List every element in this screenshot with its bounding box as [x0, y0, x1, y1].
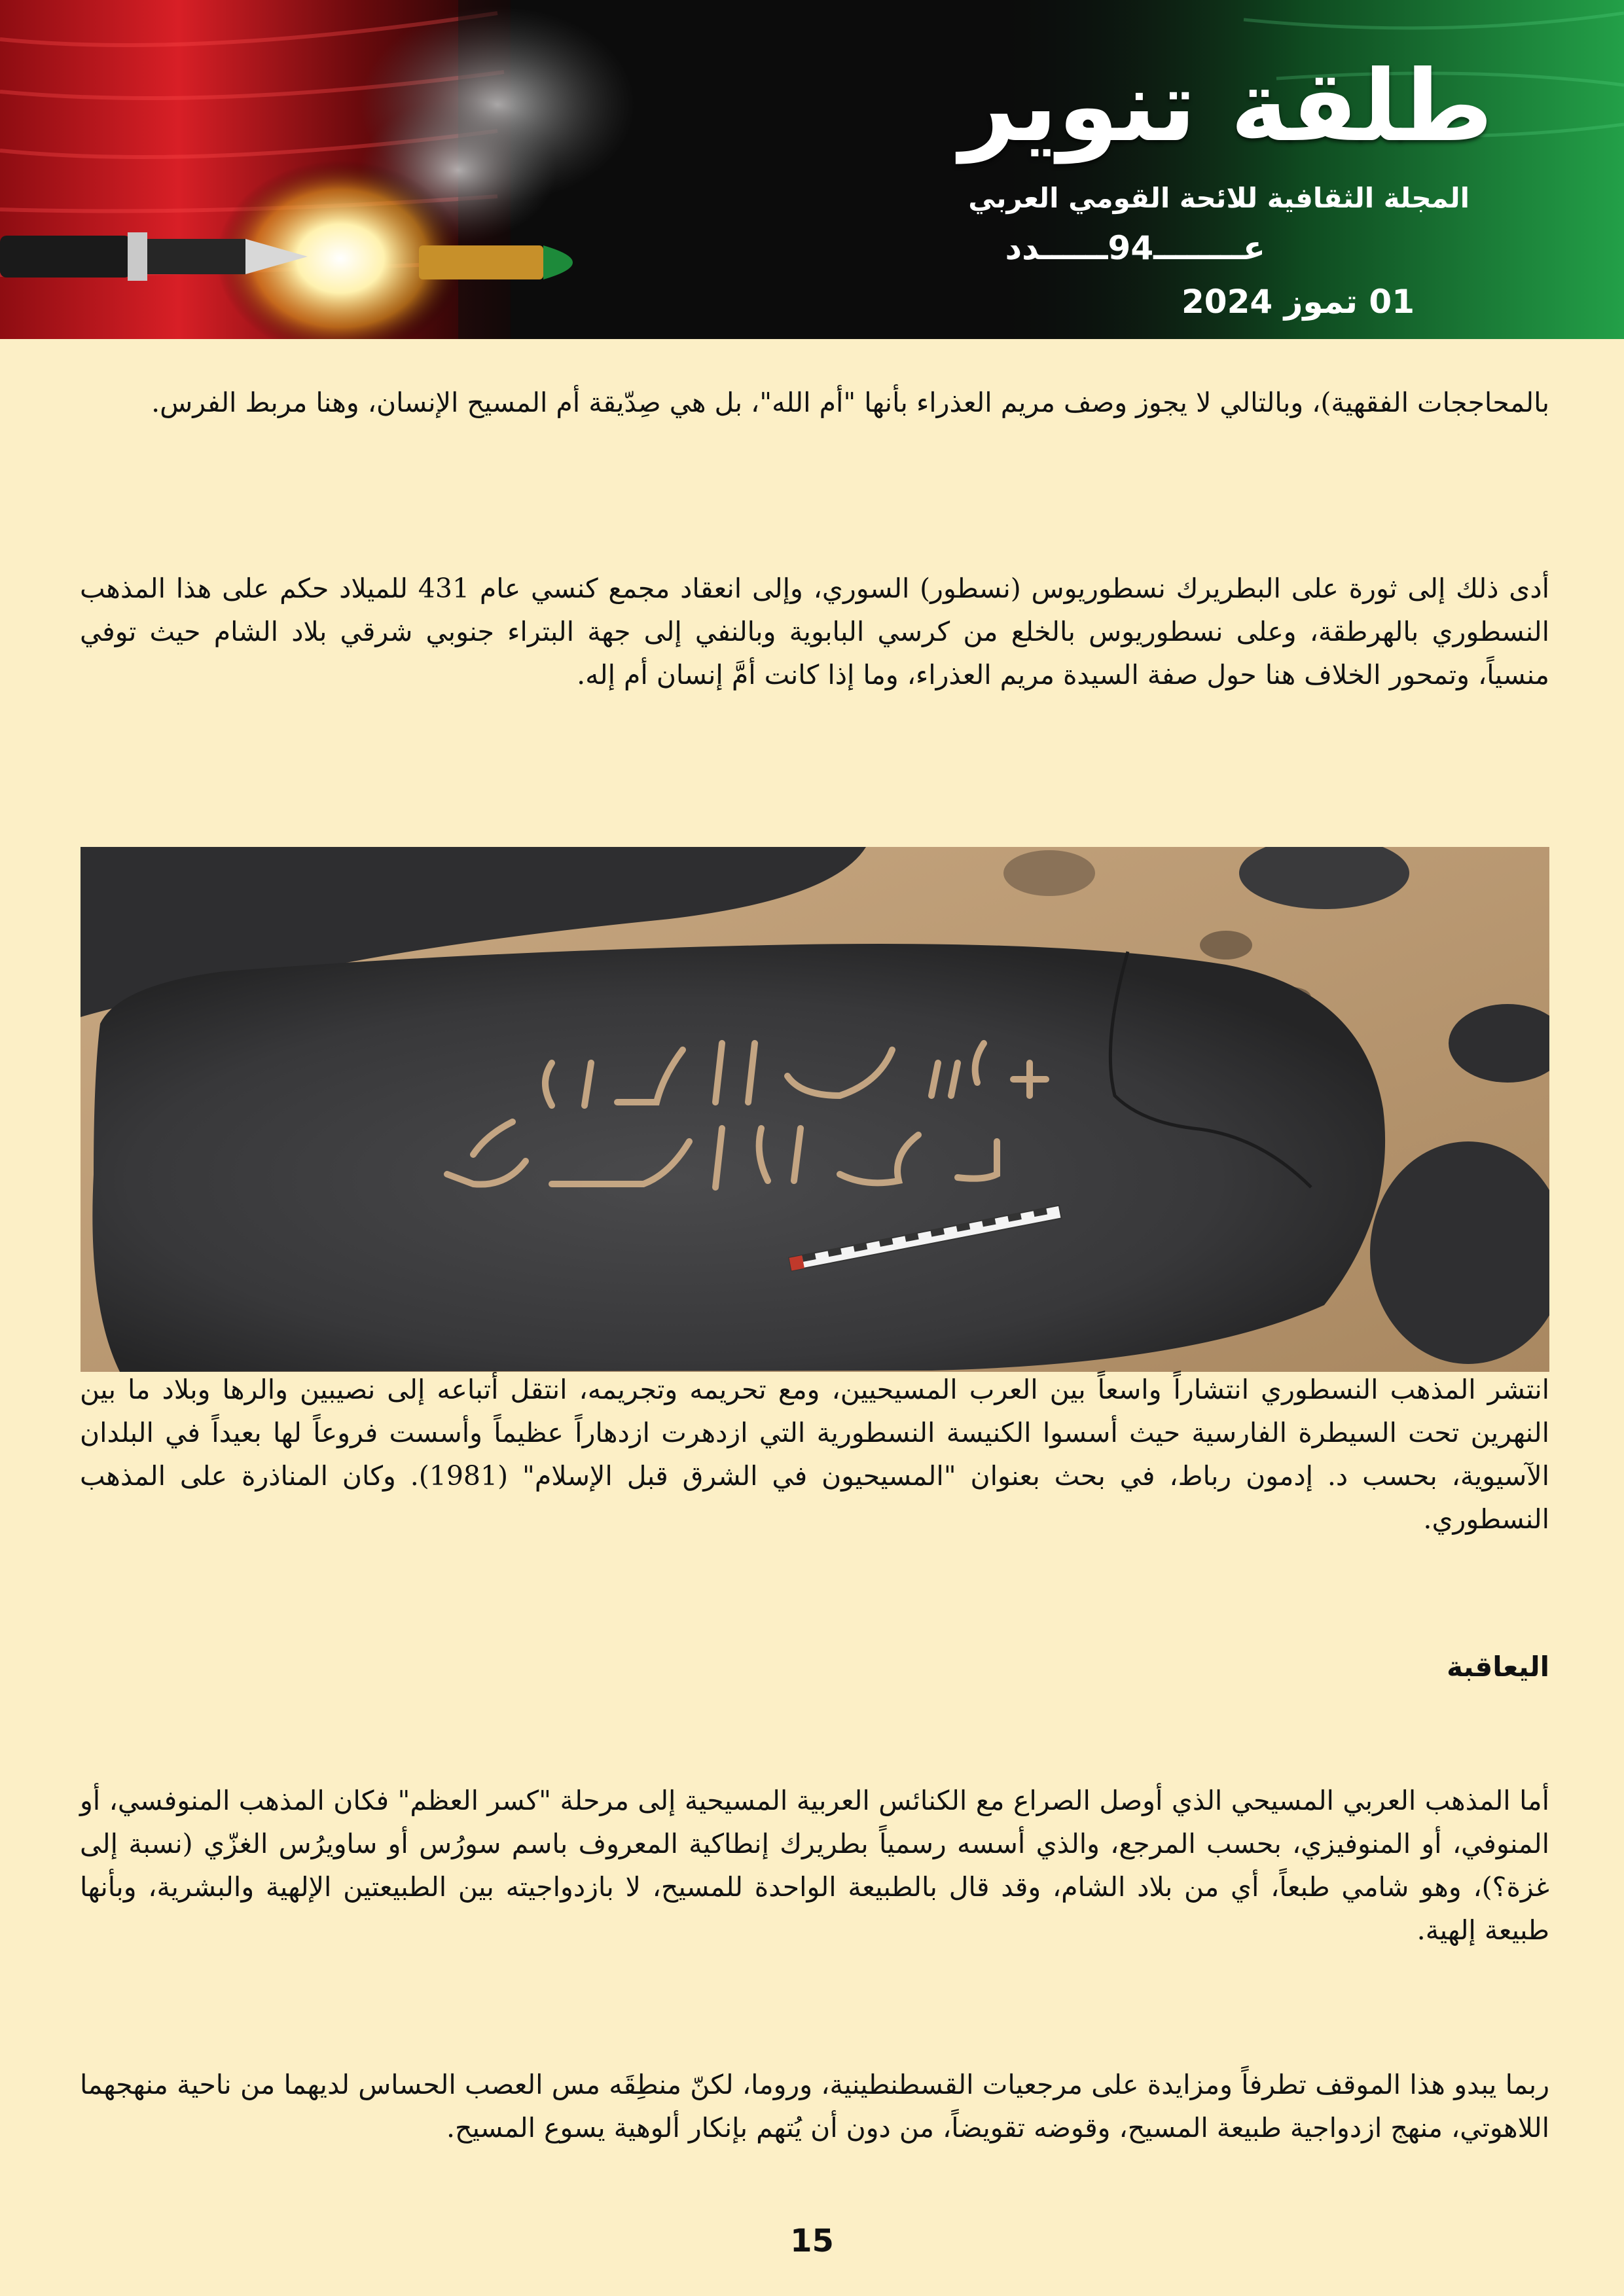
issue-number: عــــــــ94ــــــدد	[1005, 229, 1265, 267]
paragraph: ربما يبدو هذا الموقف تطرفاً ومزايدة على مرجعيات القسطنطينية، وروما، لكنّ منطِقَه مس العصب الحساس لديهما من ناحية منهجهما اللاهوتي، منهج ازدواجية طبيعة المسيح، وقوضه تقويضاً، من دون أن يُتهم بإنكار ألوهية يسوع المسيح.	[80, 2069, 1549, 2144]
paragraph: أدى ذلك إلى ثورة على البطريرك نسطوريوس (نسطور) السوري، وإلى انعقاد مجمع كنسي عام 431 للميلاد حكم على هذا المذهب النسطوري بالهرطقة، وعلى نسطوريوس بالخلع من كرسي البابوية وبالنفي إلى جهة البتراء جنوبي شرقي بلاد الشام حيث توفي منسياً، وتمحور الخلاف هنا حول صفة السيدة مريم العذراء، وما إذا كانت أمَّ إنسان أم إله.	[80, 573, 1550, 691]
bullet-icon	[419, 245, 573, 279]
magazine-subtitle: المجلة الثقافية للائحة القومي العربي	[968, 182, 1470, 214]
paragraph: انتشر المذهب النسطوري انتشاراً واسعاً بين العرب المسيحيين، ومع تحريمه وتجريمه، انتقل أتباعه إلى نصيبين والرها وبلاد ما بين النهرين تحت السيطرة الفارسية حيث أسسوا الكنيسة النسطورية التي ازدهرت ازدهاراً عظيماً وأسست فروعاً لها بعيداً في البلدان الآسيوية، بحسب د. إدمون رباط، في بحث بعنوان "المسيحيون في الشرق قبل الإسلام" (1981). وكان المناذرة على المذهب النسطوري.	[80, 1374, 1549, 1535]
issue-date: 01 تموز 2024	[1181, 283, 1415, 321]
page-number: 15	[790, 2223, 834, 2259]
paragraph: بالمحاججات الفقهية)، وبالتالي لا يجوز وصف مريم العذراء بأنها "أم الله"، بل هي صِدّيقة أم المسيح الإنسان، وهنا مربط الفرس.	[151, 387, 1549, 418]
rock-inscription-photo	[81, 847, 1549, 1372]
header-banner	[0, 0, 1624, 339]
paragraph: أما المذهب العربي المسيحي الذي أوصل الصراع مع الكنائس العربية المسيحية إلى مرحلة "كسر العظم" فكان المذهب المنوفسي، أو المنوفي، أو المنوفيزي، بحسب المرجع، والذي أسسه رسمياً بطريرك إنطاكية المعروف باسم سورُس أو ساويرُس الغزّي (نسبة إلى غزة؟)، وهو شامي طبعاً، أي من بلاد الشام، وقد قال بالطبيعة الواحدة للمسيح، لا بازدواجيته بين الطبيعتين الإلهية والبشرية، وبأنها طبيعة إلهية.	[80, 1785, 1549, 1946]
magazine-title: طلقة تنوير	[960, 50, 1493, 164]
section-heading: اليعاقبة	[1447, 1651, 1549, 1683]
